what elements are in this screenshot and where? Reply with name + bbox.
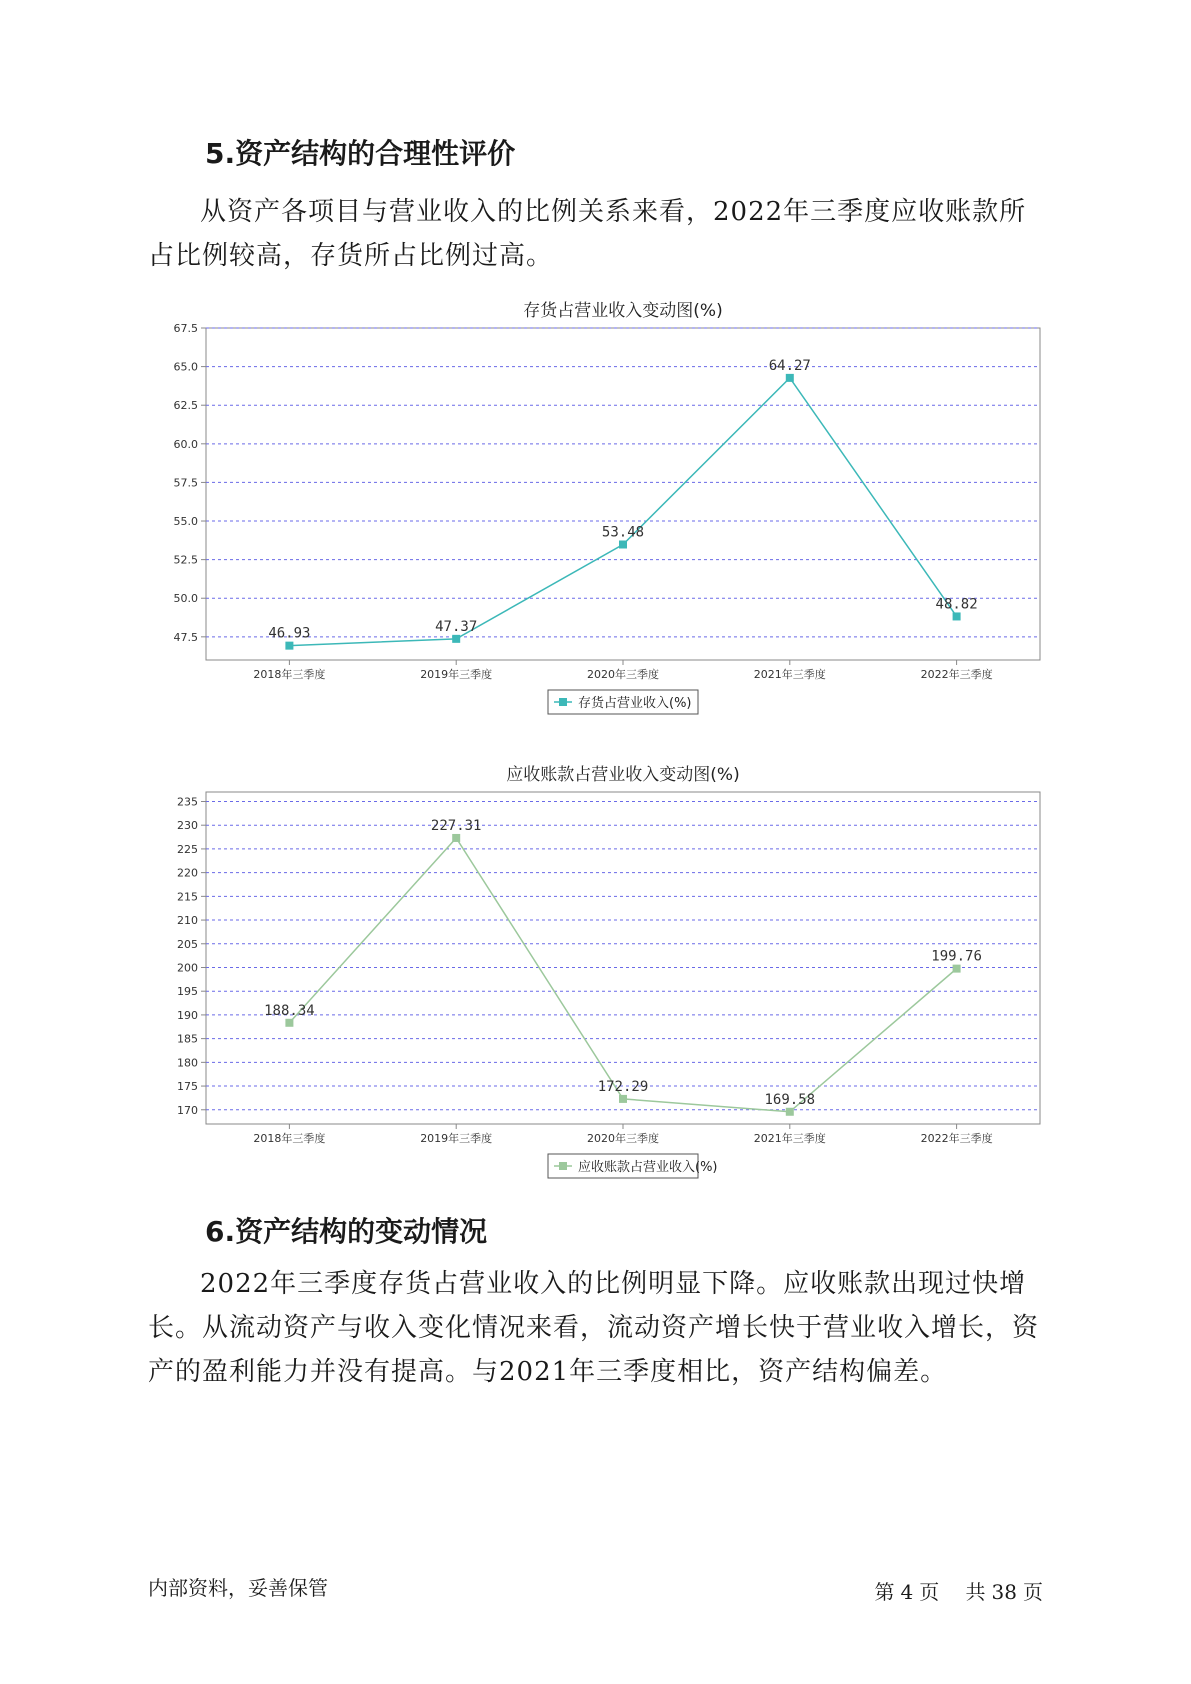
total-suffix: 页 [1023,1580,1043,1604]
x-tick-label: 2020年三季度 [587,668,659,681]
y-tick-label: 200 [177,961,198,975]
data-point [953,612,961,620]
page-indicator [868,1576,1043,1605]
page-number: 4 [900,1580,914,1604]
receivables-chart-svg [148,760,1048,1190]
y-tick-label: 60.0 [173,437,198,451]
legend-marker [559,698,567,706]
x-tick-label: 2021年三季度 [753,1132,826,1145]
data-label: 48.82 [935,596,978,613]
y-tick-label: 230 [177,819,198,833]
y-tick-label: 47.5 [173,630,198,644]
section-6-text: 2022年三季度存货占营业收入的比例明显下降。应收账款出现过快增长。从流动资产与收入变化情况来看，流动资产增长快于营业收入增长，资产的盈利能力并没有提高。与2021年三季度相比，资产结构偏差。 [148,1269,1040,1387]
y-tick-label: 215 [177,890,198,904]
y-tick-label: 235 [177,795,198,809]
y-tick-label: 62.5 [173,399,198,413]
y-tick-label: 225 [177,842,198,856]
confidential-note: 内部资料，妥善保管 [148,1576,328,1600]
data-label: 47.37 [435,618,478,635]
page-prefix: 第 [874,1580,895,1604]
x-tick-label: 2021年三季度 [753,668,826,681]
total-prefix: 共 [965,1580,986,1604]
x-tick-label: 2018年三季度 [253,1132,326,1145]
y-tick-label: 55.0 [173,515,198,529]
y-tick-label: 210 [177,914,198,928]
y-tick-label: 50.0 [173,592,198,606]
y-tick-label: 67.5 [173,322,198,335]
data-point [786,1108,794,1116]
legend-label: 存货占营业收入(%) [578,696,692,711]
data-point [452,834,460,842]
section-5-title: 5.资产结构的合理性评价 [205,137,516,170]
data-label: 64.27 [768,357,811,374]
x-tick-label: 2019年三季度 [420,1132,493,1145]
legend-label: 应收账款占营业收入(%) [578,1160,718,1175]
data-point [285,642,293,650]
data-label: 188.34 [264,1002,315,1019]
y-tick-label: 180 [177,1056,198,1070]
section-6-title: 6.资产结构的变动情况 [205,1215,488,1248]
y-tick-label: 190 [177,1008,198,1022]
section-6-paragraph [148,1262,1048,1394]
data-label: 53.48 [601,524,645,541]
chart-title: 存货占营业收入变动图(%) [523,301,723,321]
plot-area [206,792,1040,1124]
data-label: 169.58 [764,1091,816,1108]
data-point [619,1095,627,1103]
data-point [452,635,460,643]
data-label: 46.93 [268,625,311,642]
data-label: 172.29 [597,1078,649,1095]
chart-title: 应收账款占营业收入变动图(%) [506,765,740,785]
inventory-ratio-chart [148,296,1048,726]
x-tick-label: 2018年三季度 [253,668,326,681]
data-point [953,965,961,973]
inventory-chart-svg [148,296,1048,726]
x-tick-label: 2022年三季度 [920,1132,993,1145]
y-tick-label: 195 [177,985,198,999]
y-tick-label: 220 [177,866,198,880]
y-tick-label: 175 [177,1080,198,1094]
x-tick-label: 2022年三季度 [920,668,993,681]
y-tick-label: 52.5 [173,553,198,567]
y-tick-label: 65.0 [173,360,198,374]
y-tick-label: 170 [177,1103,198,1117]
y-tick-label: 185 [177,1032,198,1046]
data-label: 227.31 [430,817,482,834]
x-tick-label: 2020年三季度 [587,1132,659,1145]
data-label: 199.76 [931,948,982,965]
y-tick-label: 57.5 [173,476,198,490]
total-pages: 38 [991,1580,1017,1604]
receivables-ratio-chart [148,760,1048,1190]
legend-marker [559,1162,567,1170]
plot-area [206,328,1040,660]
data-point [786,374,794,382]
page-suffix: 页 [919,1580,940,1604]
section-5-paragraph [148,190,1048,278]
section-5-text: 从资产各项目与营业收入的比例关系来看，2022年三季度应收账款所占比例较高，存货所占比例过高。 [148,197,1027,271]
data-point [619,540,627,548]
y-tick-label: 205 [177,937,198,951]
x-tick-label: 2019年三季度 [420,668,493,681]
data-point [285,1019,293,1027]
